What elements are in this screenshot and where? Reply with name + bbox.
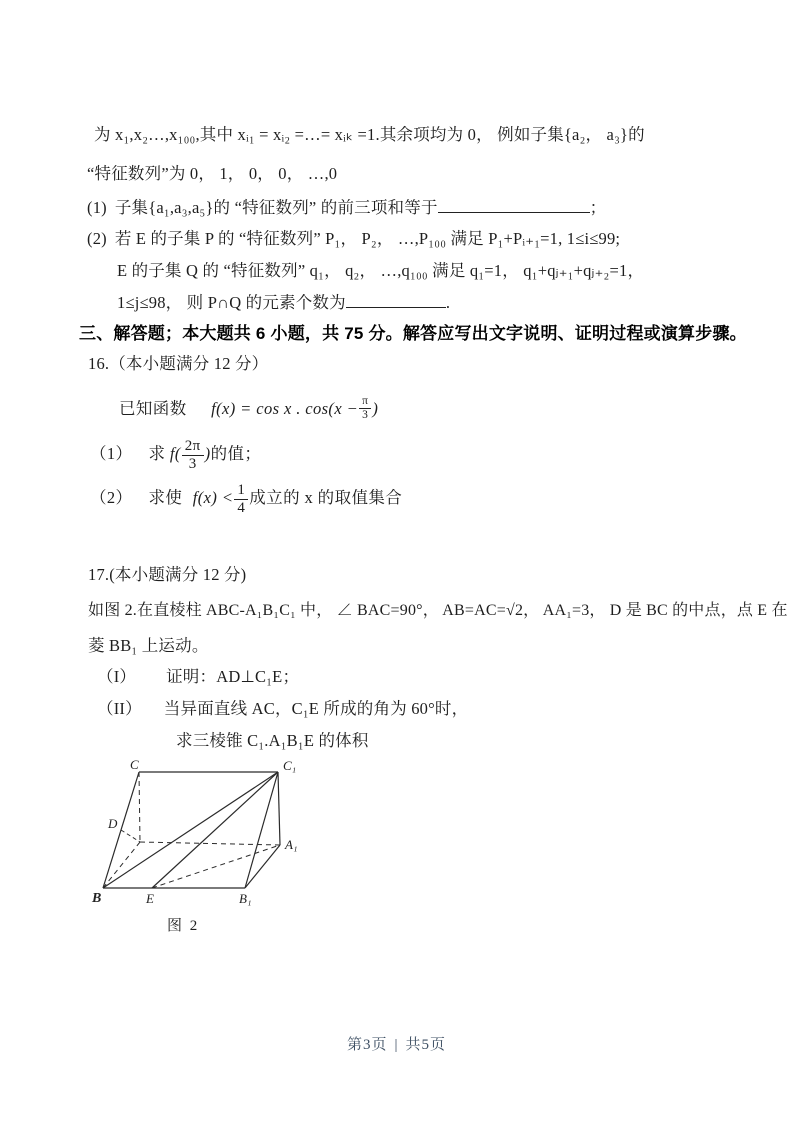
- hidden-segment-d-a: [121, 830, 140, 842]
- cont-line-2: “特征数列”为 0， 1， 0， 0， …,0: [87, 164, 338, 183]
- vertex-label-d: D: [108, 816, 118, 831]
- q17-line-2: 菱 BB₁ 上运动。: [88, 636, 209, 655]
- answer-blank-2: [346, 291, 446, 308]
- q16-item-2-zh2: 成立的 x 的取值集合: [249, 487, 403, 507]
- vertex-label-b: B: [92, 891, 102, 906]
- section-3-heading: 三、解答题；本大题共 6 小题，共 75 分。解答应写出文字说明、证明过程或演算步骤。: [79, 324, 747, 343]
- cont-item-2-line-3: [117, 289, 450, 313]
- item-1-label: (1): [87, 198, 107, 217]
- q16-item-1: [90, 438, 261, 472]
- q17-item-2-text: 当异面直线 AC，C₁E 所成的角为 60°时，: [163, 699, 469, 718]
- cont-item-1: [87, 194, 606, 218]
- q16-item-1-label: （1）: [90, 443, 133, 463]
- q17-item-1-label: （I）: [97, 667, 137, 686]
- vertex-label-e: E: [146, 891, 154, 906]
- item-2-label: (2): [87, 229, 107, 248]
- q17-title: 17.(本小题满分 12 分): [88, 565, 247, 584]
- diagonal-c1-b1: [245, 772, 278, 888]
- hidden-edge-a-b: [103, 842, 140, 888]
- cont-item-2-line-2: E 的子集 Q 的 “特征数列” q₁， q₂， …,q₁₀₀ 满足 q₁=1， q₁+qⱼ₊₁+qⱼ₊₂=1，: [117, 261, 645, 280]
- footer-page-number: 第3页: [346, 1037, 388, 1053]
- item-2-line-3-text: 1≤j≤98， 则 P∩Q 的元素个数为: [117, 293, 346, 312]
- q16-formula-line: [119, 395, 378, 422]
- vertex-label-b1: B₁: [239, 891, 252, 906]
- hidden-edge-c-a: [139, 772, 140, 842]
- item-1-text: 子集{a₁,a₃,a₅}的 “特征数列” 的前三项和等于: [114, 198, 438, 217]
- vertex-label-c1: C₁: [283, 758, 297, 773]
- hidden-edge-a-a1: [140, 842, 280, 845]
- q16-formula-post: ): [372, 399, 379, 418]
- q16-formula-pre: f(x) = cos x . cos(x −: [211, 399, 359, 418]
- footer-separator: |: [394, 1037, 399, 1053]
- q17-item-2-label: （II）: [97, 699, 142, 718]
- q16-item-2-zh1: 求使: [148, 487, 183, 507]
- cont-line-1: 为 x₁,x₂…,x₁₀₀,其中 xᵢ₁ = xᵢ₂ =…= xᵢₖ =1.其余项均为 0， 例如子集{a₂， a₃}的: [94, 125, 645, 144]
- item-1-tail: ；: [589, 198, 607, 217]
- two-pi-over-3-fraction: $\frac{2\pi}{3}$: [182, 438, 204, 472]
- figure-2-caption: 图 2: [167, 918, 200, 934]
- diagonal-c1-b: [103, 772, 278, 888]
- q17-item-1-text: 证明：AD⊥C₁E；: [166, 667, 300, 686]
- q17-item-2: [97, 695, 468, 719]
- footer-total-pages: 共5页: [405, 1037, 447, 1053]
- q16-item-2-m1: f(x) <: [192, 487, 234, 507]
- hidden-segment-e-a1: [152, 845, 280, 888]
- figure-2-prism-diagram: [86, 758, 311, 910]
- q16-title: 16.（本小题满分 12 分）: [88, 354, 269, 373]
- cont-item-2-line-1: [87, 225, 620, 249]
- q16-intro: 已知函数: [119, 399, 187, 418]
- vertex-label-c: C: [130, 758, 139, 772]
- edge-b1-a1: [245, 845, 280, 888]
- q16-item-1-m1: f(: [169, 443, 181, 463]
- edge-a1-c1: [278, 772, 280, 845]
- q16-item-2: [90, 482, 402, 516]
- answer-blank-1: [438, 196, 590, 213]
- page-footer: [0, 1033, 793, 1054]
- item-2-text: 若 E 的子集 P 的 “特征数列” P₁， P₂， …,P₁₀₀ 满足 P₁+Pᵢ₊₁=1, 1≤i≤99;: [114, 229, 621, 248]
- q16-item-2-label: （2）: [90, 487, 133, 507]
- q16-item-1-zh1: 求: [148, 443, 166, 463]
- vertex-label-a1: A₁: [285, 837, 298, 852]
- q16-item-1-m2: ): [204, 443, 211, 463]
- one-quarter-fraction: $\frac{1}{4}$: [234, 482, 248, 516]
- q16-item-1-zh2: 的值；: [210, 443, 262, 463]
- q17-item-1: [97, 663, 299, 687]
- pi-over-3-fraction: $\frac{\pi}{3}$: [359, 395, 371, 421]
- q17-line-1: 如图 2.在直棱柱 ABC-A₁B₁C₁ 中， ∠ BAC=90°， AB=AC=√2， AA₁=3， D 是 BC 的中点，点 E 在: [88, 602, 788, 619]
- q17-item-2-line-2: 求三棱锥 C₁.A₁B₁E 的体积: [176, 731, 369, 750]
- item-2-tail: .: [445, 293, 451, 312]
